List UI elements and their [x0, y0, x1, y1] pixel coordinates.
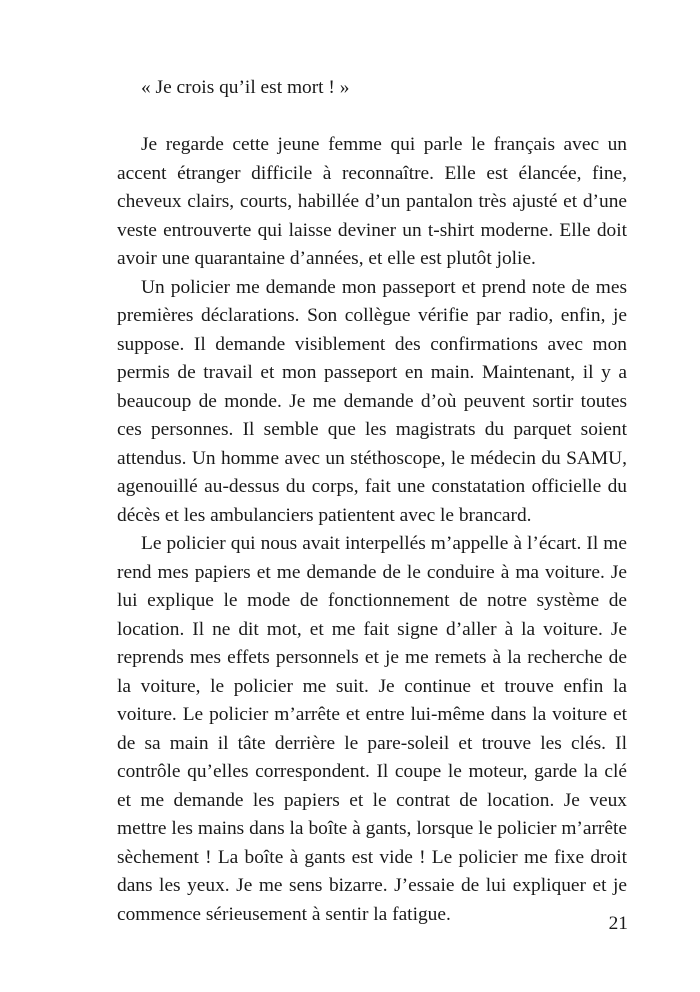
paragraph: Un policier me demande mon passeport et prend note de mes premières déclarations. Son collègue vérifie par radio, enfin, je suppose. Il demande visiblement des confirmations avec mon permis de travail et mon passeport en main. Maintenant, il y a beaucoup de monde. Je me demande d’où peuvent sortir toutes ces personnes. Il semble que les magistrats du parquet soient attendus. Un homme avec un stéthoscope, le médecin du SAMU, agenouillé au-dessus du corps, fait une constatation officielle du décès et les ambulanciers patientent avec le brancard. — [117, 276, 627, 526]
page-number: 21 — [608, 913, 628, 934]
paragraph: Le policier qui nous avait interpellés m’appelle à l’écart. Il me rend mes papiers et me demande de le conduire à ma voiture. Je lui explique le mode de fonctionnement de notre système de location. Il ne dit mot, et me fait signe d’aller à la voiture. Je reprends mes effets personnels et je me remets à la recherche de la voiture, le policier me suit. Je continue et trouve enfin la voiture. Le policier m’arrête et entre lui-même dans la voiture et de sa main il tâte derrière le pare-soleil et trouve les clés. Il contrôle qu’elles correspondent. Il coupe le moteur, garde la clé et me demande les papiers et le contrat de location. Je veux mettre les mains dans la boîte à gants, lorsque le policier m’arrête sèchement ! La boîte à gants est vide ! Le policier me fixe droit dans les yeux. Je me sens bizarre. J’essaie de lui expliquer et je commence sérieusement à sentir la fatigue. — [117, 533, 627, 925]
paragraph-quote: « Je crois qu’il est mort ! » — [141, 77, 350, 98]
body-text — [117, 74, 627, 929]
paragraph: Je regarde cette jeune femme qui parle le français avec un accent étranger difficile à reconnaître. Elle est élancée, fine, cheveux clairs, courts, habillée d’un pantalon très ajusté et d’une veste entrouverte qui laisse deviner un t-shirt moderne. Elle doit avoir une quarantaine d’années, et elle est plutôt jolie. — [117, 134, 627, 269]
